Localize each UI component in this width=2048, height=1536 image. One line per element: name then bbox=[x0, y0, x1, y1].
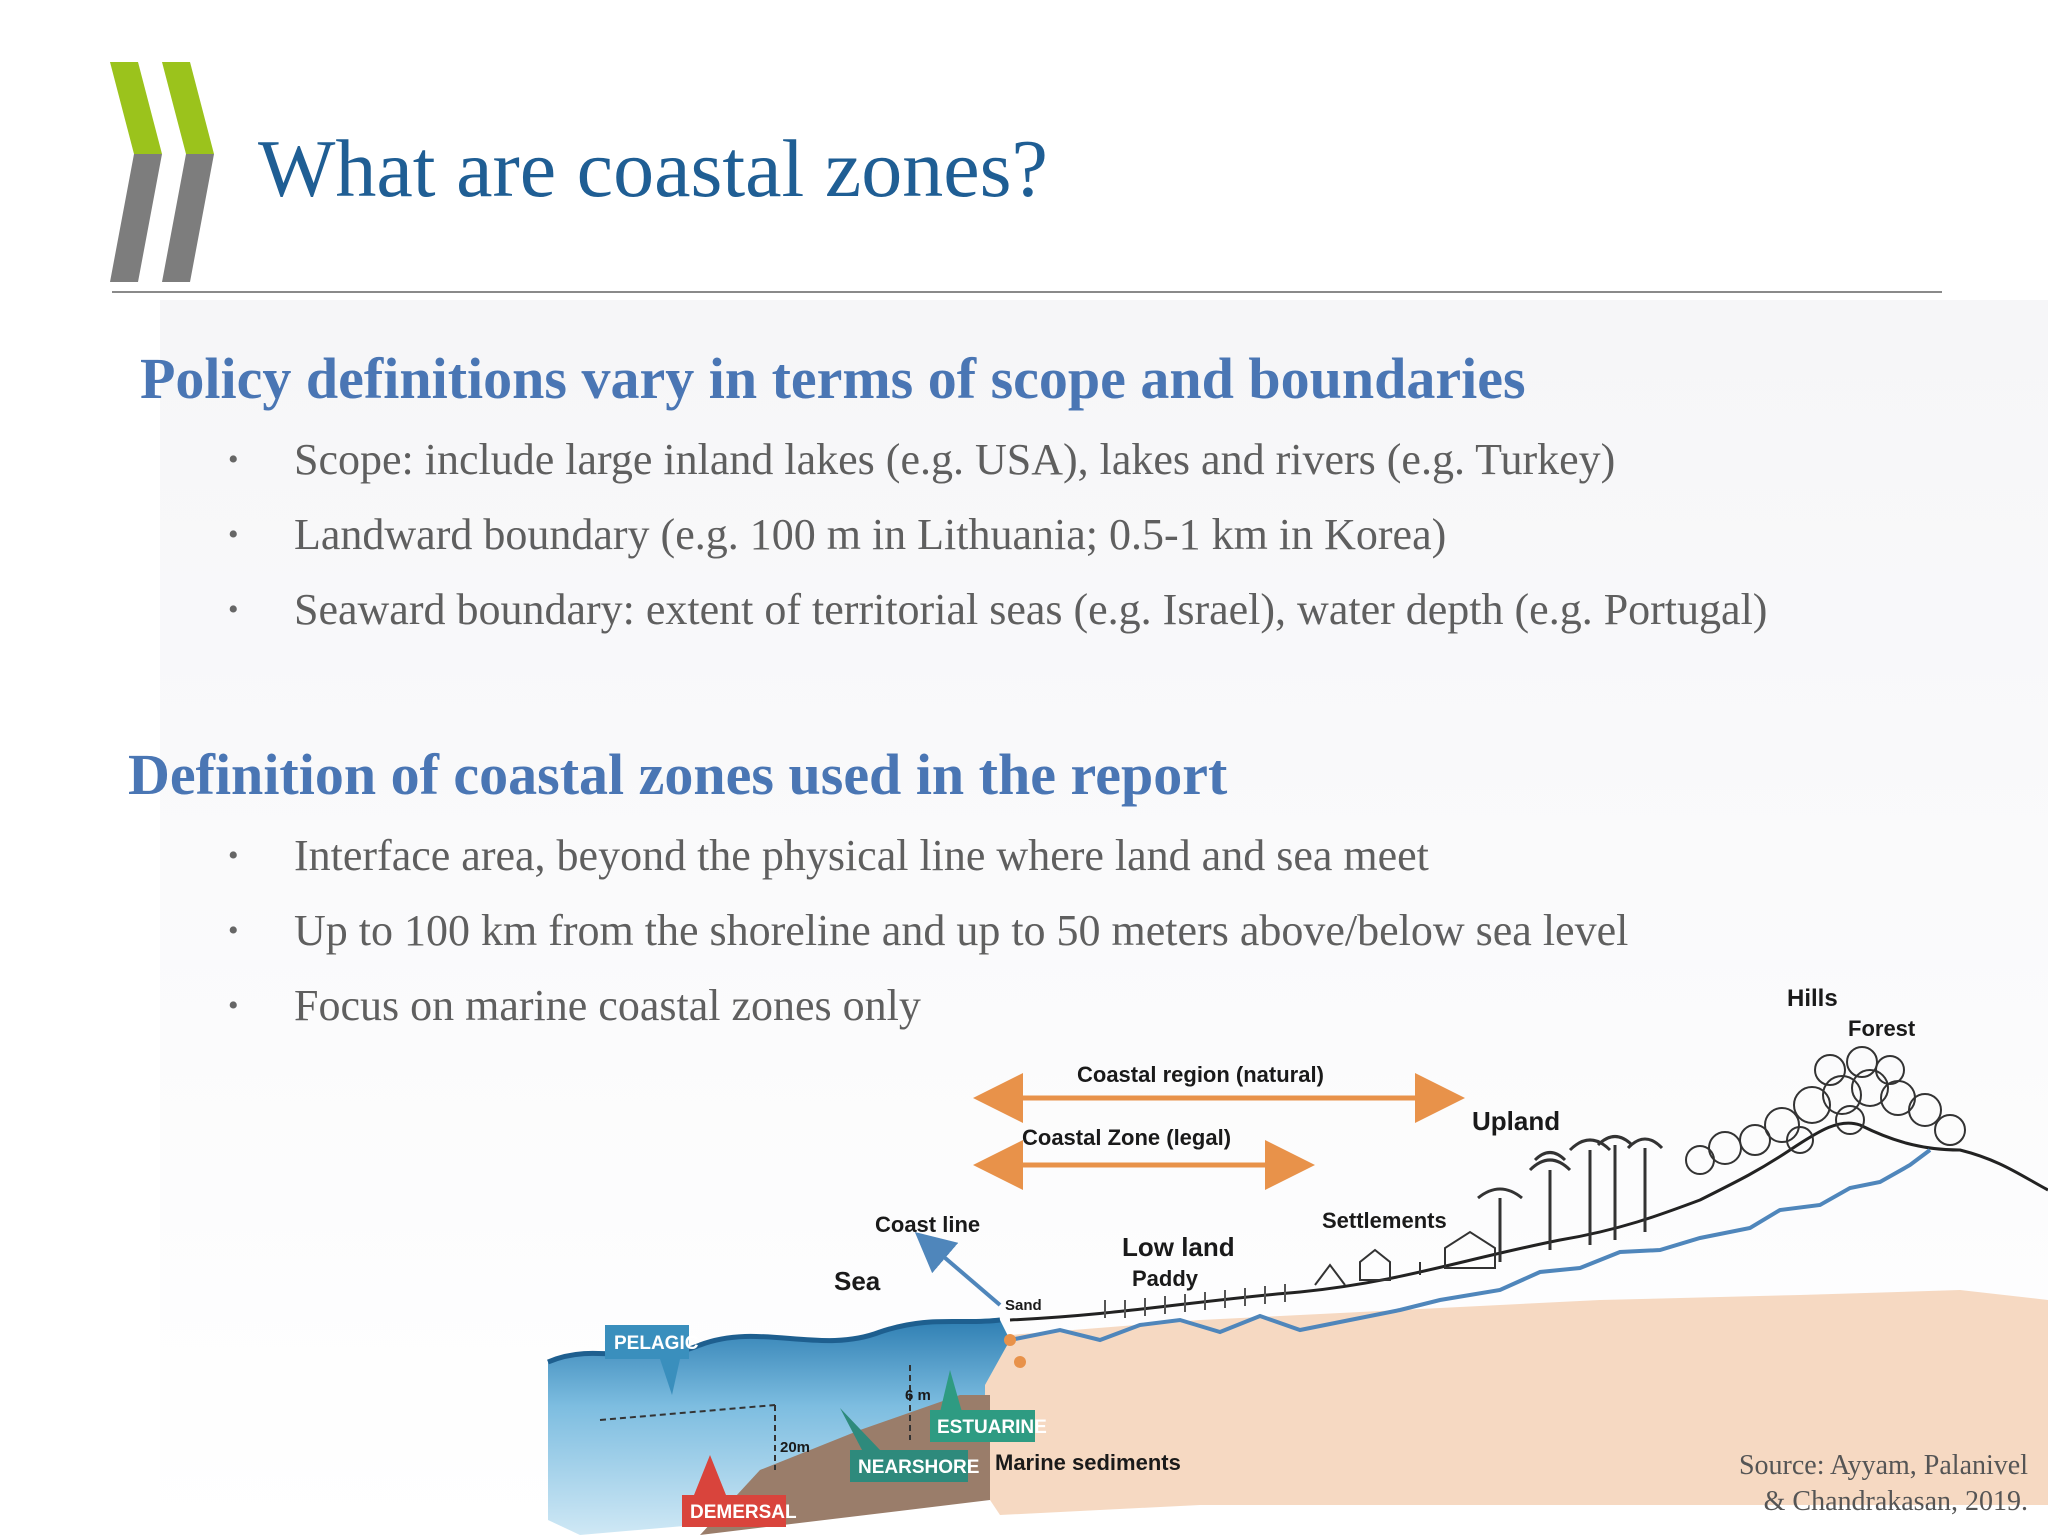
bullet-dot: • bbox=[228, 839, 239, 872]
depth-20m-label: 20m bbox=[780, 1439, 811, 1456]
depth-6m-label: 6 m bbox=[905, 1387, 931, 1404]
title-divider bbox=[112, 291, 1942, 293]
bullet-item bbox=[228, 432, 1767, 507]
pelagic-tag-label: PELAGIC bbox=[614, 1333, 699, 1354]
coastal-region-label: Coastal region (natural) bbox=[1077, 1062, 1324, 1087]
bullet-dot: • bbox=[228, 593, 239, 626]
bullet-item bbox=[228, 903, 1628, 978]
forest-label: Forest bbox=[1848, 1016, 1916, 1041]
source-line-2: & Chandrakasan, 2019. bbox=[1763, 1486, 2028, 1517]
bullet-item bbox=[228, 582, 1767, 657]
sea-label: Sea bbox=[834, 1266, 881, 1296]
nearshore-tag-label: NEARSHORE bbox=[858, 1457, 980, 1478]
coast-line-pointer-arrow bbox=[930, 1245, 1000, 1305]
lowland-label: Low land bbox=[1122, 1232, 1235, 1262]
settlements-label: Settlements bbox=[1322, 1208, 1447, 1233]
source-citation bbox=[1739, 1448, 2028, 1520]
shoreline-marker-icon bbox=[1014, 1356, 1026, 1368]
bullet-dot: • bbox=[228, 989, 239, 1022]
demersal-tag-label: DEMERSAL bbox=[690, 1502, 797, 1523]
source-line-1: Source: Ayyam, Palanivel bbox=[1738, 1450, 2028, 1481]
estuarine-tag-label: ESTUARINE bbox=[937, 1417, 1047, 1438]
upland-label: Upland bbox=[1472, 1106, 1561, 1136]
shoreline-marker-icon bbox=[1004, 1334, 1016, 1346]
policy-bullet-list bbox=[228, 432, 1767, 657]
bullet-text: Up to 100 km from the shoreline and up to 50 meters above/below sea level bbox=[294, 906, 1629, 955]
marine-sediments-label: Marine sediments bbox=[995, 1450, 1181, 1475]
coastal-zone-label: Coastal Zone (legal) bbox=[1022, 1125, 1232, 1150]
sand-label: Sand bbox=[1005, 1297, 1042, 1314]
bullet-dot: • bbox=[228, 518, 239, 551]
bullet-text: Interface area, beyond the physical line where land and sea meet bbox=[294, 831, 1429, 880]
palm-trees-icon bbox=[1478, 1137, 1662, 1263]
hills-label: Hills bbox=[1787, 985, 1838, 1012]
settlements-icon bbox=[1315, 1232, 1495, 1285]
section-heading-definition: Definition of coastal zones used in the report bbox=[128, 742, 1228, 807]
paddy-label: Paddy bbox=[1132, 1266, 1199, 1291]
slide-title: What are coastal zones? bbox=[258, 123, 1048, 214]
bullet-dot: • bbox=[228, 914, 239, 947]
bullet-text: Landward boundary (e.g. 100 m in Lithuania; 0.5-1 km in Korea) bbox=[294, 510, 1447, 559]
bullet-dot: • bbox=[228, 443, 239, 476]
bullet-text: Seaward boundary: extent of territorial seas (e.g. Israel), water depth (e.g. Portugal) bbox=[294, 585, 1768, 634]
bullet-item bbox=[228, 507, 1767, 582]
bullet-item bbox=[228, 828, 1628, 903]
bullet-text: Scope: include large inland lakes (e.g. USA), lakes and rivers (e.g. Turkey) bbox=[294, 435, 1616, 484]
coast-line-label: Coast line bbox=[875, 1212, 981, 1237]
oecd-chevron-logo-icon bbox=[110, 62, 220, 282]
bullet-text: Focus on marine coastal zones only bbox=[294, 981, 921, 1030]
section-heading-policy: Policy definitions vary in terms of scope and boundaries bbox=[140, 346, 1526, 411]
